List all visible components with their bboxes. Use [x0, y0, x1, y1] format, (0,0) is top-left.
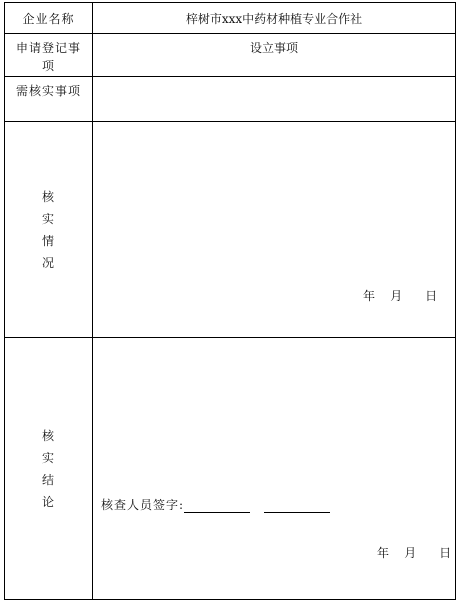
conclusion-label-char: 实 [41, 451, 55, 465]
company-name-row [5, 3, 455, 34]
registration-matter-label-line2: 项 [41, 59, 55, 73]
verification-conclusion-label [5, 338, 93, 600]
verify-items-row [5, 77, 455, 122]
inspector-signature-label: 核查人员签字: [101, 498, 185, 512]
verify-items-label: 需核实事项 [5, 77, 93, 121]
inspector-signature [101, 496, 330, 513]
verification-conclusion-row [5, 338, 455, 600]
conclusion-date: 年 月 日 [377, 546, 452, 560]
conclusion-label-char: 核 [41, 429, 55, 443]
verification-situation-row [5, 122, 455, 338]
company-name-label: 企业名称 [5, 3, 93, 33]
signature-line-2[interactable] [264, 500, 330, 513]
situation-label-char: 实 [41, 211, 55, 226]
conclusion-label-char: 结 [41, 473, 55, 487]
verification-form [4, 2, 456, 600]
registration-matter-row [5, 34, 455, 77]
registration-matter-value: 设立事项 [249, 41, 298, 55]
situation-label-char: 情 [41, 233, 55, 248]
situation-label-char: 核 [41, 189, 55, 204]
situation-label-char: 况 [41, 255, 55, 270]
signature-line-1[interactable] [184, 500, 250, 513]
verification-conclusion-content [93, 338, 455, 600]
registration-matter-label-line1: 申请登记事 [15, 41, 81, 55]
company-name-value: 梓树市xxx中药材种植专业合作社 [185, 11, 363, 26]
verification-situation-label [5, 122, 93, 337]
registration-matter-label [5, 34, 93, 76]
conclusion-label-char: 论 [41, 495, 55, 509]
verification-situation-content[interactable] [93, 122, 455, 337]
verify-items-value[interactable] [93, 77, 455, 121]
situation-date: 年 月 日 [363, 289, 438, 303]
